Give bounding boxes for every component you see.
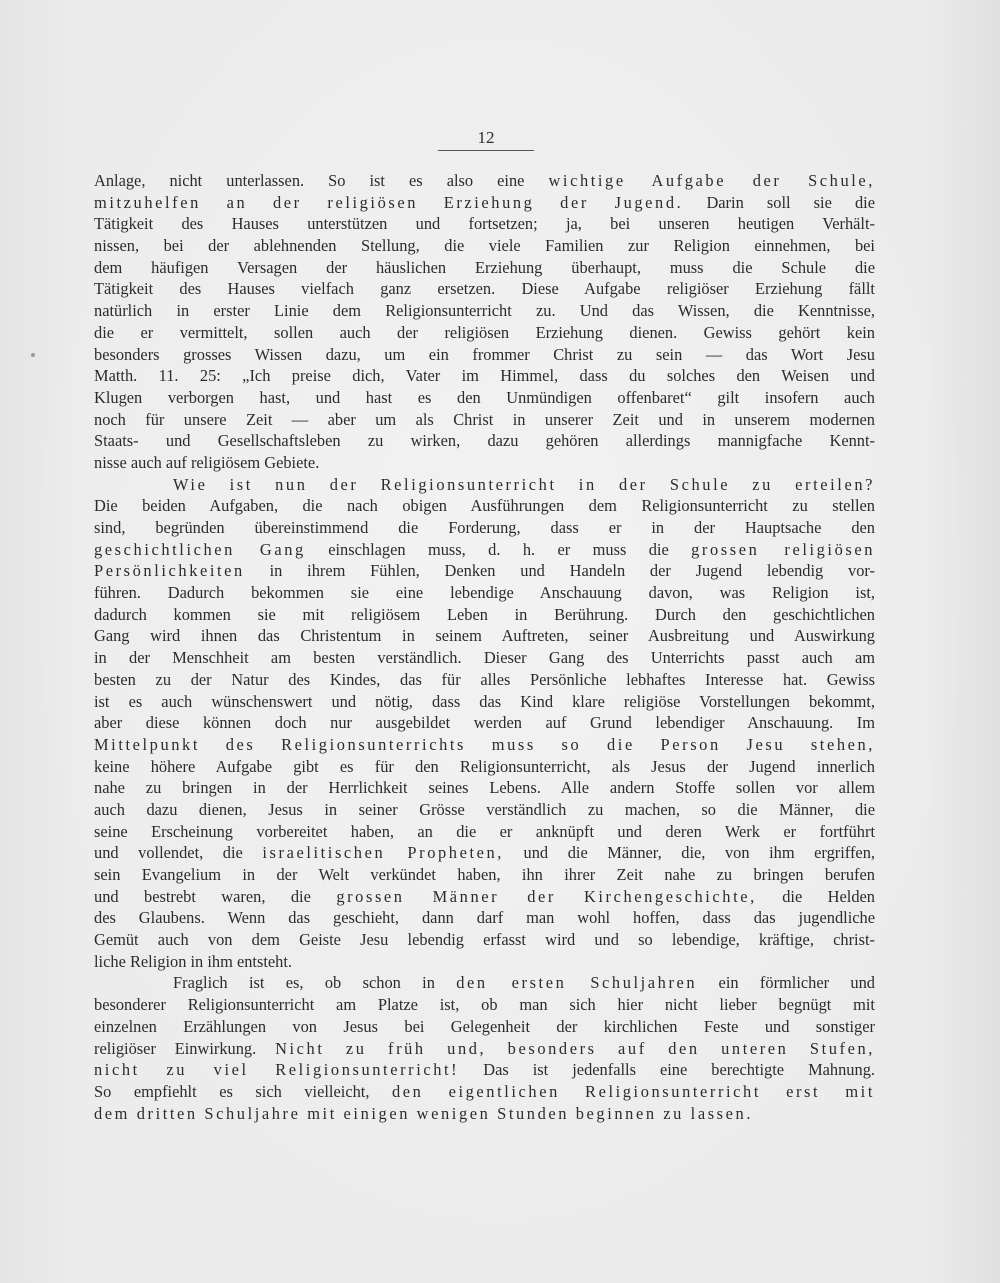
text-line: [94, 452, 875, 474]
paragraph-3: [94, 972, 875, 1124]
spaced-emphasis-text: dem dritten Schuljahre mit einigen wenigen Stunden beginnen zu lassen.: [94, 1103, 754, 1123]
text-segment: ist es auch wünschenswert und nötig, dass das Kind klare religiöse Vorstellungen bekommt,: [94, 691, 875, 711]
text-line: [94, 734, 875, 756]
text-line: [94, 842, 875, 864]
text-line: [94, 170, 875, 192]
text-line: [94, 1103, 875, 1125]
text-line: [94, 647, 875, 669]
text-segment: und vollendet, die: [94, 843, 263, 863]
text-line: [94, 1038, 875, 1060]
text-line: [94, 474, 875, 496]
text-segment: besonders grosses Wissen dazu, um ein frommer Christ zu sein — das Wort Jesu: [94, 344, 875, 364]
text-segment: in der Menschheit am besten verständlich. Dieser Gang des Unterrichts passt auch am: [94, 648, 875, 668]
spaced-emphasis-text: grossen Männer der Kirchengeschichte,: [336, 886, 757, 906]
text-line: [94, 517, 875, 539]
text-line: [94, 994, 875, 1016]
text-line: [94, 235, 875, 257]
text-segment: besten zu der Natur des Kindes, das für alles Persönliche lebhaftes Interesse hat. Gewiss: [94, 669, 875, 689]
text-segment: religiöser Einwirkung.: [94, 1038, 276, 1058]
text-segment: sein Evangelium in der Welt verkündet haben, ihn ihrer Zeit nahe zu bringen berufen: [94, 865, 875, 884]
text-segment: nissen, bei der ablehnenden Stellung, die viele Familien zur Religion einnehmen, bei: [94, 236, 875, 256]
spaced-emphasis-text: israelitischen Propheten,: [262, 843, 504, 863]
text-line: [94, 1016, 875, 1038]
spaced-emphasis-text: den ersten Schuljahren: [456, 973, 698, 993]
text-line: [94, 1059, 875, 1081]
text-line: [94, 213, 875, 235]
text-segment: dem häufigen Versagen der häuslichen Erziehung überhaupt, muss die Schule die: [94, 257, 875, 277]
text-segment: noch für unsere Zeit — aber um als Christ in unserer Zeit und in unserem modernen: [94, 409, 875, 429]
text-line: [94, 539, 875, 561]
text-line: [94, 972, 875, 994]
text-line: [94, 951, 875, 973]
spaced-emphasis-text: den eigentlichen Religionsunterricht erst mit: [391, 1081, 875, 1101]
text-segment: liche Religion in ihm entsteht.: [94, 951, 293, 971]
spaced-emphasis-text: geschichtlichen Gang: [94, 539, 306, 559]
text-line: [94, 691, 875, 713]
text-segment: einzelnen Erzählungen von Jesus bei Gelegenheit der kirchlichen Feste und sonstiger: [94, 1016, 875, 1036]
text-line: [94, 344, 875, 366]
text-line: [94, 387, 875, 409]
text-line: [94, 582, 875, 604]
text-segment: dadurch kommen sie mit religiösem Leben in Berührung. Durch den geschichtlichen: [94, 604, 875, 624]
text-segment: und die Männer, die, von ihm ergriffen,: [503, 843, 875, 863]
text-segment: So empfiehlt es sich vielleicht,: [94, 1081, 392, 1101]
text-segment: Matth. 11. 25: „Ich preise dich, Vater im Himmel, dass du solches den Weisen und: [94, 366, 875, 386]
text-line: [94, 712, 875, 734]
text-line: [94, 495, 875, 517]
text-segment: Tätigkeit des Hauses unterstützen und fortsetzen; ja, bei unseren heutigen Verhält-: [94, 214, 875, 234]
text-segment: Anlage, nicht unterlassen. So ist es also eine: [94, 171, 549, 190]
page-header: [438, 128, 534, 151]
text-line: [94, 929, 875, 951]
text-segment: Klugen verborgen hast, und hast es den Unmündigen offenbaret“ gilt insofern auch: [94, 387, 875, 407]
text-segment: natürlich in erster Linie dem Religionsunterricht zu. Und das Wissen, die Kenntnisse,: [94, 301, 875, 321]
text-line: [94, 365, 875, 387]
text-segment: nisse auch auf religiösem Gebiete.: [94, 452, 320, 472]
page-number-rule: [438, 150, 534, 151]
text-line: [94, 409, 875, 431]
text-line: [94, 756, 875, 778]
text-segment: keine höhere Aufgabe gibt es für den Religionsunterricht, als Jesus der Jugend innerlich: [94, 756, 875, 776]
text-segment: Tätigkeit des Hauses vielfach ganz ersetzen. Diese Aufgabe religiöser Erziehung fällt: [94, 279, 875, 299]
text-line: [94, 625, 875, 647]
text-segment: Gang wird ihnen das Christentum in seinem Auftreten, seiner Ausbreitung und Auswirkung: [94, 626, 875, 646]
text-line: [94, 257, 875, 279]
body-text: [94, 170, 875, 1124]
paragraph-2: [94, 474, 875, 973]
text-line: [94, 669, 875, 691]
text-segment: sind, begründen übereinstimmend die Forderung, dass er in der Hauptsache den: [94, 518, 875, 537]
text-segment: Darin soll sie die: [683, 192, 875, 212]
text-segment: aber diese können doch nur ausgebildet werden auf Grund lebendiger Anschauung. Im: [94, 713, 875, 733]
text-line: [94, 777, 875, 799]
spaced-emphasis-text: Mittelpunkt des Religionsunterrichts muss so die Person Jesu stehen,: [94, 734, 875, 754]
text-segment: die Helden: [756, 886, 876, 906]
text-segment: in ihrem Fühlen, Denken und Handeln der Jugend lebendig vor-: [244, 561, 875, 581]
text-segment: des Glaubens. Wenn das geschieht, dann darf man wohl hoffen, dass das jugendliche: [94, 908, 875, 928]
spaced-emphasis-text: mitzuhelfen an der religiösen Erziehung der Jugend.: [94, 192, 684, 212]
text-segment: Gemüt auch von dem Geiste Jesu lebendig erfasst wird und so lebendige, kräftige, christ-: [94, 930, 875, 950]
text-segment: führen. Dadurch bekommen sie eine lebendige Anschauung davon, was Religion ist,: [94, 583, 875, 603]
text-segment: seine Erscheinung vorbereitet haben, an die er anknüpft und deren Werk er fortführt: [94, 821, 875, 841]
text-segment: ein förmlicher und: [697, 973, 876, 993]
text-line: [94, 278, 875, 300]
text-line: [94, 886, 875, 908]
text-line: [94, 604, 875, 626]
spaced-emphasis-text: Nicht zu früh und, besonders auf den unteren Stufen,: [275, 1038, 875, 1058]
ink-speck: [31, 353, 35, 357]
text-segment: besonderer Religionsunterricht am Platze ist, ob man sich hier nicht lieber begnügt mit: [94, 995, 875, 1015]
text-segment: auch dazu dienen, Jesus in seiner Grösse verständlich zu machen, so die Männer, die: [94, 799, 875, 819]
spaced-emphasis-text: Wie ist nun der Religionsunterricht in der Schule zu erteilen?: [173, 474, 875, 494]
text-line: [94, 430, 875, 452]
text-segment: Fraglich ist es, ob schon in: [173, 973, 457, 993]
page-number: 12: [477, 128, 495, 147]
text-segment: Das ist jedenfalls eine berechtigte Mahnung.: [459, 1060, 875, 1080]
text-line: [94, 799, 875, 821]
text-line: [94, 322, 875, 344]
text-line: [94, 192, 875, 214]
spaced-emphasis-text: wichtige Aufgabe der Schule,: [548, 171, 875, 190]
text-segment: Staats- und Gesellschaftsleben zu wirken, dazu gehören allerdings mannigfache Kennt-: [94, 431, 875, 451]
text-line: [94, 907, 875, 929]
text-line: [94, 821, 875, 843]
text-line: [94, 560, 875, 582]
text-segment: nahe zu bringen in der Herrlichkeit seines Lebens. Alle andern Stoffe sollen vor allem: [94, 778, 875, 798]
text-line: [94, 864, 875, 886]
text-segment: die er vermittelt, sollen auch der religiösen Erziehung dienen. Gewiss gehört kein: [94, 322, 875, 342]
text-line: [94, 300, 875, 322]
text-segment: einschlagen muss, d. h. er muss die: [305, 539, 692, 559]
paragraph-1: [94, 170, 875, 474]
spaced-emphasis-text: Persönlichkeiten: [94, 561, 245, 581]
spaced-emphasis-text: nicht zu viel Religionsunterricht!: [94, 1060, 460, 1080]
text-segment: und bestrebt waren, die: [94, 886, 337, 906]
text-segment: Die beiden Aufgaben, die nach obigen Ausführungen dem Religionsunterricht zu stellen: [94, 496, 875, 516]
spaced-emphasis-text: grossen religiösen: [691, 539, 876, 559]
text-line: [94, 1081, 875, 1103]
